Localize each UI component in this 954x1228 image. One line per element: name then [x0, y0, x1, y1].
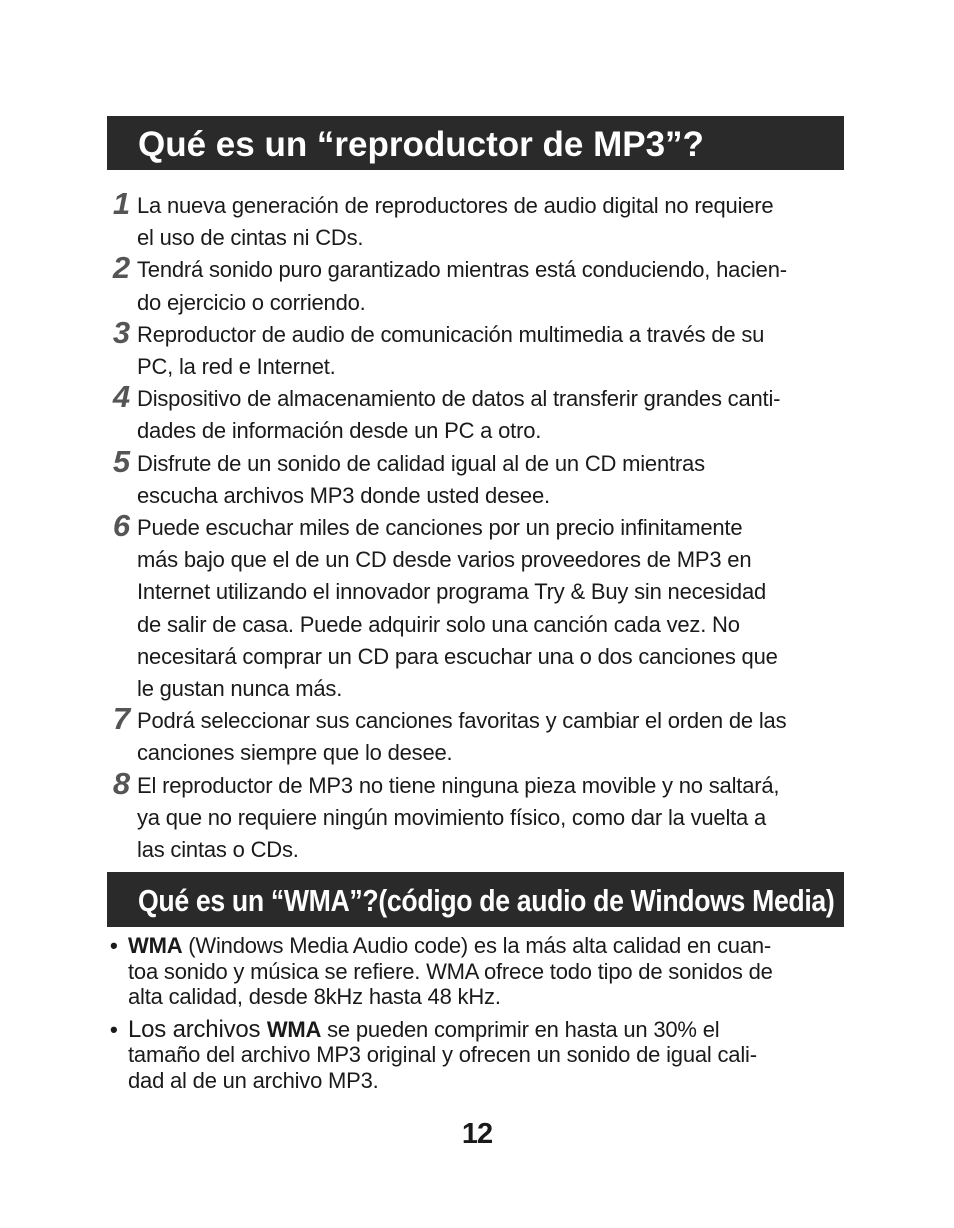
bullet-body: se pueden comprimir en hasta un 30% el tamaño del archivo MP3 original y ofrecen un sonido de igual cali- dad al de un archivo MP3. [128, 1016, 757, 1093]
list-item [0, 508, 954, 705]
item-number: 3 [112, 314, 130, 350]
list-item [0, 186, 954, 254]
bullet-item [0, 933, 954, 1010]
item-text: Podrá seleccionar sus canciones favoritas y cambiar el orden de las canciones siempre que lo desee. [137, 708, 787, 766]
item-text: La nueva generación de reproductores de audio digital no requiere el uso de cintas ni CDs. [137, 193, 774, 251]
bullet-item [0, 1017, 954, 1094]
item-number: 6 [112, 508, 130, 544]
item-text: Dispositivo de almacenamiento de datos al transferir grandes canti- dades de información desde un PC a otro. [137, 386, 781, 444]
list-item [0, 443, 954, 512]
list-item [0, 765, 954, 867]
bullet-marker: • [110, 933, 118, 958]
item-text: Disfrute de un sonido de calidad igual al de un CD mientras escucha archivos MP3 donde usted desee. [137, 450, 705, 508]
section-heading-mp3 [107, 116, 844, 170]
item-number: 5 [112, 443, 130, 479]
bullet-keyword: WMA [128, 933, 183, 958]
item-number: 7 [112, 701, 130, 737]
item-number: 4 [112, 379, 130, 415]
section-heading-wma [107, 872, 844, 927]
list-item [0, 250, 954, 318]
item-text: Reproductor de audio de comunicación multimedia a través de su PC, la red e Internet. [137, 321, 765, 380]
heading-mp3-text: Qué es un “reproductor de MP3”? [138, 125, 704, 164]
bullet-body: (Windows Media Audio code) es la más alta calidad en cuan- toa sonido y música se refiere. WMA ofrece todo tipo de sonidos de alta calidad, desde 8kHz hasta 48 kHz. [128, 933, 773, 1009]
item-text: Tendrá sonido puro garantizado mientras está conduciendo, hacien- do ejercicio o corriendo. [137, 257, 787, 315]
bullet-marker: • [110, 1016, 118, 1042]
mp3-feature-list [0, 186, 954, 866]
item-number: 8 [112, 765, 130, 801]
list-item [0, 379, 954, 447]
item-text: Puede escuchar miles de canciones por un precio infinitamente más bajo que el de un CD desde varios proveedores de MP3 en Internet utilizando el innovador programa Try & Buy sin necesidad de salir de casa. Puede adquirir solo una canción cada vez. No necesitará comprar un CD para escuchar una o dos canciones que le gustan nunca más. [137, 515, 778, 702]
item-text: El reproductor de MP3 no tiene ninguna pieza movible y no saltará, ya que no requiere ningún movimiento físico, como dar la vuelta a las cintas o CDs. [137, 772, 780, 863]
list-item [0, 314, 954, 383]
item-number: 1 [112, 186, 130, 221]
wma-bullet-list [0, 933, 954, 1100]
bullet-keyword: WMA [266, 1016, 322, 1042]
bullet-text [128, 933, 838, 1010]
bullet-text [128, 1017, 838, 1094]
item-number: 2 [112, 250, 130, 286]
list-item [0, 701, 954, 769]
bullet-lead: Los archivos [128, 1015, 267, 1043]
heading-wma-text: Qué es un “WMA”?(código de audio de Windows Media) [138, 883, 835, 918]
page-number: 12 [461, 1118, 493, 1150]
